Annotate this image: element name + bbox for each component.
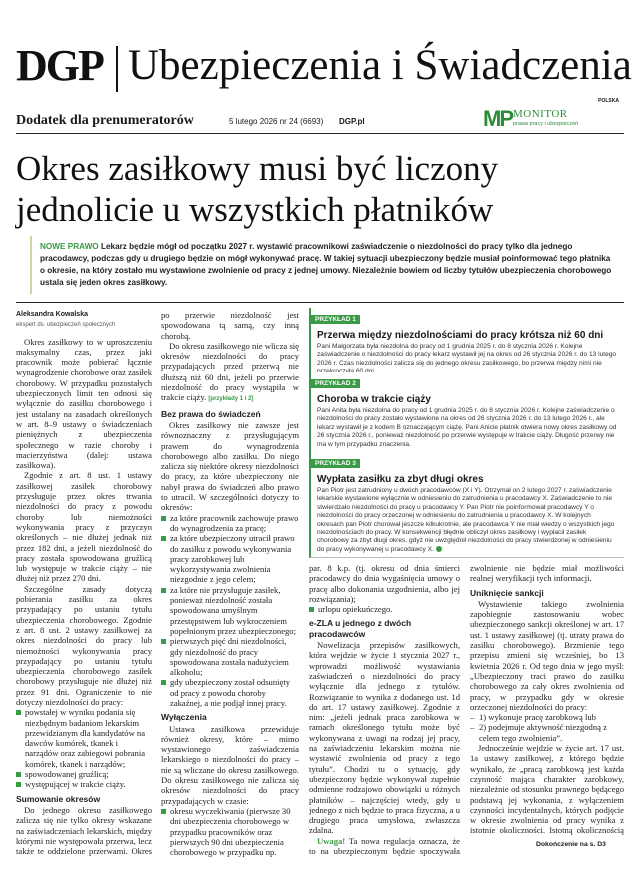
- paragraph: Nowelizacja przepisów zasiłkowych, która wejdzie w życie 1 stycznia 2027 r., wprowadzi możliwość wystawiania zaświadczeń o niezdolności do pracy wyłącznie dla jednego z tytułów. Rozwiązanie to wynika z dodanego ust. 1d do art. 17 ustawy zasiłkowej. Zgodnie z nim: „jeżeli jednak praca zarobkowa w ramach określonego tytułu może być wykonywana z uwagi na rodzaj jej pracy, na zaświadczeniu lekarskim można nie wystawić zwolnienia od pracy z tego tytułu”. Chodzi tu o sytuację, gdy ubezpieczony będzie wykonywał zupełnie odmienne rodzajowo obowiązki u różnych płatników – najczęściej wtedy, gdy u jednego z nich będzie to praca fizyczna, a u drugiego praca umysłowa, zwłaszcza zdalna.: [309, 640, 460, 836]
- lead-tag: NOWE PRAWO: [40, 242, 99, 251]
- uwaga-tag: Uwaga!: [317, 835, 346, 846]
- example-box: [309, 372, 624, 453]
- list-item: okresu wyczekiwania (pierwsze 30 dni ubezpieczenia chorobowego w przypadku pracowników oraz pierwszych 90 dni ubezpieczenia chorobowego w przypadku np.: [161, 806, 299, 858]
- example-box: [309, 452, 624, 558]
- article-headline: Okres zasiłkowy musi być liczony jednolicie u wszystkich płatników: [16, 149, 499, 229]
- lead-rule: [16, 302, 624, 303]
- paragraph-text: Do okresu zasiłkowego nie wlicza się okresów niezdolności do pracy przypadających przed przerwą nie dłuższą niż 60 dni, jeżeli po przerwie niezdolność do pracy wystąpiła w trakcie ciąży.: [161, 340, 299, 403]
- example-title: Przerwa między niezdolnościami do pracy krótsza niż 60 dni: [317, 330, 604, 341]
- masthead-divider: [116, 46, 118, 92]
- example-body: [311, 487, 624, 557]
- list: [309, 604, 460, 614]
- dgp-logo[interactable]: DGP: [16, 41, 103, 90]
- paragraph: [470, 743, 624, 837]
- example-box: [309, 308, 624, 381]
- paragraph: Szczególne zasady dotyczą pobierania zasiłku za okres przypadający po ustaniu tytułu ubezpieczenia chorobowego. Zgodnie z art. 8 ust. 2 ustawy zasiłkowej za okres niezdolności do pracy lub niemożności wykonywania pracy przypadający po ustaniu tytułu ubezpieczenia chorobowego zasiłek chorobowy przysługuje nie dłużej niż przez 91 dni. Ograniczenie to nie dotyczy niezdolności do pracy:: [16, 583, 152, 707]
- list-item: pierwszych pięć dni niezdolności, gdy niezdolność do pracy spowodowana została nadużyciem alkoholu;: [161, 636, 299, 677]
- paragraph: Wystawienie takiego zwolnienia zapobiegnie zastosowaniu wobec ubezpieczonego sankcji określonej w art. 17 ust. 1 ustawy zasiłkowej (tj. utraty prawa do zasiłku chorobowego). Brzmienie tego przepisu zmieni się wcześniej, bo 13 kwietnia 2026 r. Od tego dnia w jego myśl: „Ubezpieczony traci prawo do zasiłku chorobowego za cały okres zwolnienia od pracy, w przypadku gdy w okresie orzeczonej niezdolności do pracy:: [470, 598, 624, 712]
- end-mark-icon: [436, 546, 442, 552]
- header-rule: [16, 133, 624, 134]
- example-label: PRZYKŁAD 3: [311, 459, 360, 468]
- site-url[interactable]: DGP.pl: [339, 117, 365, 126]
- paragraph: zwolnienie nie będzie miał możliwości realnej weryfikacji tych informacji.: [470, 563, 624, 584]
- paragraph: [309, 836, 460, 858]
- section-heading: Uniknięcie sankcji: [470, 587, 544, 598]
- paragraph: po przerwie niezdolność jest spowodowana tą samą, czy inną chorobą.: [161, 310, 299, 341]
- paragraph: Zgodnie z art. 8 ust. 1 ustawy zasiłkowej zasiłek chorobowy przysługuje przez okres trwania niezdolności do pracy z powodu choroby lub niemożności wykonywania pracy z przyczyn określonych – nie dłużej jednak niż przez 182 dni, a jeżeli niezdolność do pracy została spowodowana gruźlicą lub występuje w trakcie ciąży – nie dłużej niż przez 270 dni.: [16, 470, 152, 584]
- list-item: za które pracownik zachowuje prawo do wynagrodzenia za pracę;: [161, 513, 299, 534]
- issue-date: 5 lutego 2026 nr 24 (6693): [229, 117, 324, 126]
- example-body: Pani Małgorzata była niezdolna do pracy od 1 grudnia 2025 r. do 8 stycznia 2026 r. Kolejne zaświadczenie o niezdolności do pracy lekarz wystawił jej na okres od 26 stycznia 2026 r. do 13 lutego 2026 r. Czas niezdolności zalicza się do jednego okresu zasiłkowego, bo przerwa między nimi nie: [317, 343, 617, 367]
- paragraph-text: Ta nowa regulacja oznacza, że to na ubezpieczonym będzie spoczywała: [309, 835, 460, 857]
- example-label: PRZYKŁAD 1: [311, 315, 360, 324]
- subline: [16, 113, 624, 131]
- example-body-text: Pan Piotr jest zatrudniony u dwóch pracodawców (X i Y). Otrzymał on 2 lutego 2027 r. zaświadczenie lekarskie wystawione wyłącznie w odniesieniu do zatrudnienia u pracodawcy X. Zaświadczenie to nie stwierdzało niezdolności do pracy u pracodawcy Y. Pan Piotr nie poinformował pracodawcy Y o niezdolności do pracy orzeczonej w odniesieniu do zatrudnienia u pracodawcy X. W kolejnych okresach pan Piotr chorował jeszcze kilkukrotnie, ale pracodawca Y nie miał wiedzy o wszystkich jego niezdolnościach do pracy. W konsekwencji błędnie obliczył okres zasiłkowy i wypłacił zasiłek chorobowy za zbyt długi okres, gdyż nie uwzględnił niezdolności do pracy stwierdzonej w odniesieniu do pracy wykonywanej u pracodawcy X.: [317, 487, 615, 553]
- example-2: [309, 372, 624, 453]
- section-title: Ubezpieczenia i Świadczenia: [128, 42, 632, 89]
- list-item: urlopu opiekuńczego.: [309, 604, 460, 614]
- monitor-mp-mark: MP: [483, 106, 512, 131]
- example-1: [309, 308, 624, 381]
- section-heading: Bez prawa do świadczeń: [161, 408, 261, 419]
- monitor-tagline: prawa pracy i ubezpieczeń: [513, 121, 579, 127]
- paragraph: Okres zasiłkowy to w uproszczeniu maksymalny czas, przez jaki pracownik może pobierać łącznie wynagrodzenie chorobowe oraz zasiłek chorobowy. W przypadku pozostałych ubezpieczonych limit ten odnosi się wyłącznie do zasiłku chorobowego i jest ustalany na zasadach określonych w art. 8–9 ustawy o świadczeniach pieniężnych z ubezpieczenia społecznego w razie choroby i macierzyństwa (dalej: ustawa zasiłkowa).: [16, 336, 152, 471]
- example-title: Choroba w trakcie ciąży: [317, 394, 431, 405]
- section-heading: e-ZLA u jednego z dwóch pracodawców: [309, 618, 412, 639]
- example-body: Pani Anita była niezdolna do pracy od 1 grudnia 2025 r. do 8 stycznia 2026 r. Kolejne zaświadczenie o niezdolności do pracy zostało wystawione na okres od 26 stycznia 2026 r. do 13 lutego 2026 r., ale lekarz wystawił je z kodem B oznaczającym ciążę. Pani Anicie płatnik otwiera nowy okres zasiłkowy od 26 stycznia 2026 r., ponieważ niezdolność po przerwie występuje w trakcie ciąży. Długość przerwy nie ma w tym przypadku znaczenia.: [317, 407, 617, 448]
- column-1: [16, 310, 152, 858]
- list-item: występującej w trakcie ciąży.: [16, 779, 152, 789]
- paragraph: [161, 341, 299, 405]
- column-2: [161, 310, 299, 858]
- column-4: [470, 563, 624, 837]
- example-label: PRZYKŁAD 2: [311, 379, 360, 388]
- example-title: Wypłata zasiłku za zbyt długi okres: [317, 474, 484, 485]
- continuation-note[interactable]: Dokończenie na s. D3: [536, 841, 606, 848]
- section-heading: Sumowanie okresów: [16, 793, 101, 804]
- list-item: powstałej w wyniku podania się niezbędnym badaniom lekarskim przewidzianym dla kandydatów na dawców komórek, tkanek i narządów oraz zabiegowi pobrania komórek, tkanek i narządów;: [16, 707, 152, 769]
- author-name: Aleksandra Kowalska: [16, 311, 88, 318]
- paragraph: par. 8 k.p. (tj. okresu od dnia śmierci pracodawcy do dnia wygaśnięcia umowy o pracę albo dokonania uzgodnienia, albo jej rozwiązania);: [309, 563, 460, 604]
- paragraph: Okres zasiłkowy nie zawsze jest równoznaczny z przysługującym prawem do wynagrodzenia chorobowego albo zasiłku. Do niego zalicza się niektóre okresy niezdolności do pracy, za które ubezpieczony nie nabył prawa do świadczeń albo prawo to utracił. W szczególności dotyczy to okresów:: [161, 419, 299, 513]
- article-lead: [40, 241, 616, 289]
- list-item: spowodowanej gruźlicą;: [16, 769, 152, 779]
- list: [161, 806, 299, 858]
- example-3: [309, 452, 624, 558]
- supplement-subtitle: Dodatek dla prenumeratorów: [16, 113, 194, 128]
- list-item: za które ubezpieczony utracił prawo do zasiłku z powodu wykonywania pracy zarobkowej lub wykorzystywania zwolnienia niezgodnie z jego celem;: [161, 533, 299, 584]
- list-item: – 2) podejmuje aktywność niezgodną z celem tego zwolnienia”.: [470, 722, 624, 743]
- column-3: [309, 563, 460, 858]
- paragraph: Ustawa zasiłkowa przewiduje również okresy, które – mimo wystawionego zaświadczenia lekarskiego o niezdolności do pracy – nie są wliczane do okresu zasiłkowego. Do okresu zasiłkowego nie zalicza się okresów niezdolności do pracy przypadających w czasie:: [161, 723, 299, 806]
- monitor-polska: POLSKA: [598, 98, 619, 104]
- example-reference[interactable]: [przykłady 1 i 2]: [208, 396, 254, 403]
- list-item: za które nie przysługuje zasiłek, ponieważ niezdolność została spowodowana umyślnym przestępstwem lub wykroczeniem popełnionym przez ubezpieczonego;: [161, 585, 299, 636]
- list: [16, 707, 152, 789]
- section-heading: Wyłączenia: [161, 712, 207, 723]
- lead-marker: [30, 236, 32, 294]
- author-role: ekspert ds. ubezpieczeń społecznych: [16, 322, 116, 329]
- monitor-word: MONITOR: [513, 108, 568, 120]
- list: [161, 513, 299, 709]
- lead-text: Lekarz będzie mógł od początku 2027 r. wystawić pracownikowi zaświadczenie o niezdolności do pracy tylko dla jednego pracodawcy, podczas gdy u drugiego będzie on mógł wykonywać pracę. W takiej sytuacji ubezpieczony będzie musiał poinformować tego płatnika o okresie, na który zostało mu wystawione zwolnienie od pracy z jednej umowy. Niezależnie bowiem od liczby tytułów ubezpieczenia chorobowego ustala się jeden okres zasiłkowy.: [40, 242, 612, 287]
- masthead: [16, 40, 632, 100]
- list: [470, 712, 624, 743]
- list-item: – 1) wykonuje pracę zarobkową lub: [470, 712, 624, 722]
- list-item: gdy ubezpieczony został odsunięty od pracy z powodu choroby zakaźnej, a nie podjął innej pracy.: [161, 677, 299, 708]
- paragraph-text: Jednocześnie wejdzie w życie art. 17 ust. 1a ustawy zasiłkowej, z którego będzie wynikało, że „pracą zarobkową jest każda czynność mająca charakter zarobkowy, niezależnie od stosunku prawnego będącego podstawą jej wykonania, z wyłączeniem czynności incydentalnych, których podjęcie w okresie zwolnienia od pracy wynika z istotnie okoliczności. Istotną okolicznością: [470, 743, 624, 836]
- paragraph: Do jednego okresu zasiłkowego zalicza się nie tylko okresy wskazane na zaświadczeniach lekarskich, między którymi nie występowała przerwa, lecz także te oddzielone przerwami. Okres: [16, 804, 152, 857]
